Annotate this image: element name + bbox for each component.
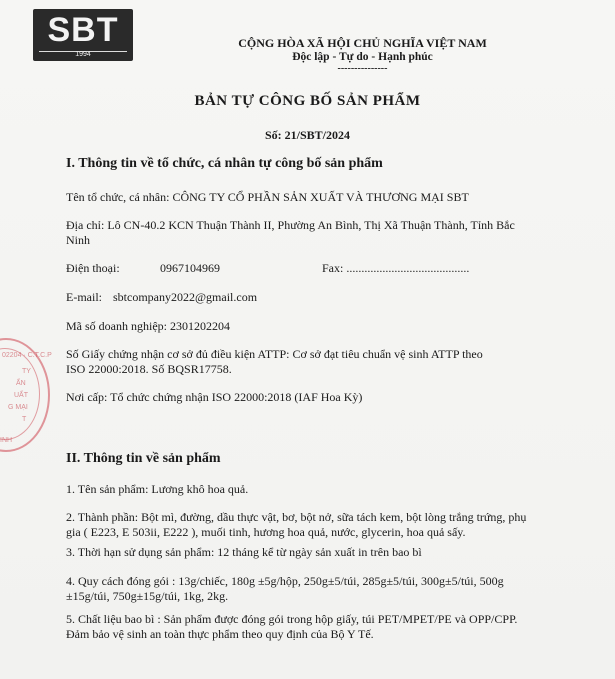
header-divider: ---------------: [337, 63, 388, 74]
address-line1: Địa chỉ: Lô CN-40.2 KCN Thuận Thành II, Phường An Bình, Thị Xã Thuận Thành, Tỉnh Bắc: [66, 218, 515, 232]
section1-heading: I. Thông tin về tổ chức, cá nhân tự công bố sản phẩm: [66, 156, 383, 171]
seal-text-2: TY: [22, 368, 31, 375]
ingredients-line2: gia ( E223, E 503ii, E222 ), muối tinh, hương hoa quả, nước, glycerin, hoa quả sấy.: [66, 525, 466, 539]
ingredients-line1: 2. Thành phần: Bột mì, đường, dầu thực vật, bơ, bột nở, sữa tách kem, bột lòng trắng trứng, phụ: [66, 510, 527, 524]
issuer: Nơi cấp: Tổ chức chứng nhận ISO 22000:2018 (IAF Hoa Kỳ): [66, 390, 363, 404]
address-line2: Ninh: [66, 233, 90, 247]
certificate-line1: Số Giấy chứng nhận cơ sở đủ điều kiện ATTP: Cơ sở đạt tiêu chuẩn vệ sinh ATTP theo: [66, 347, 483, 361]
section2-heading: II. Thông tin về sản phẩm: [66, 451, 221, 466]
fax: Fax: .........................................: [322, 261, 470, 275]
tax-id: Mã số doanh nghiệp: 2301202204: [66, 319, 230, 333]
shelf-life: 3. Thời hạn sử dụng sản phẩm: 12 tháng kể từ ngày sản xuất in trên bao bì: [66, 545, 422, 559]
document-number: Số: 21/SBT/2024: [264, 128, 351, 142]
packaging-line2: ±15g/túi, 750g±15g/túi, 1kg, 2kg.: [66, 589, 229, 603]
motto: Độc lập - Tự do - Hạnh phúc: [292, 51, 433, 63]
org-name: Tên tổ chức, cá nhân: CÔNG TY CỔ PHẦN SẢN XUẤT VÀ THƯƠNG MẠI SBT: [66, 190, 469, 204]
seal-text-6: T: [22, 416, 27, 423]
seal-text-4: UẤT: [14, 392, 28, 399]
seal-text-1: 02204 · C.T.C.P: [2, 352, 52, 359]
packaging-line1: 4. Quy cách đóng gói : 13g/chiếc, 180g ±5g/hộp, 250g±5/túi, 285g±5/túi, 300g±5/túi, 500g: [66, 574, 504, 588]
seal-text-3: ẤN: [16, 380, 26, 387]
material-line1: 5. Chất liệu bao bì : Sản phẩm được đóng gói trong hộp giấy, túi PET/MPET/PE và OPP/CPP.: [66, 612, 518, 626]
phone-value: 0967104969: [160, 261, 220, 275]
email-label: E-mail:: [66, 290, 102, 304]
logo-text: SBT: [47, 11, 119, 49]
certificate-line2: ISO 22000:2018. Số BQSR17758.: [66, 362, 232, 376]
material-line2: Đảm bảo vệ sinh an toàn thực phẩm theo quy định của Bộ Y Tế.: [66, 627, 374, 641]
logo-year: 1994: [75, 51, 91, 58]
seal-text-7: INH: [0, 437, 13, 444]
seal-text-5: G MẠI: [8, 404, 28, 411]
phone-label: Điện thoại:: [66, 261, 120, 275]
email-value: sbtcompany2022@gmail.com: [113, 290, 258, 304]
country-header: CỘNG HÒA XÃ HỘI CHỦ NGHĨA VIỆT NAM: [238, 36, 487, 50]
document-title: BẢN TỰ CÔNG BỐ SẢN PHẨM: [194, 93, 421, 109]
product-name: 1. Tên sản phẩm: Lương khô hoa quả.: [66, 482, 249, 496]
